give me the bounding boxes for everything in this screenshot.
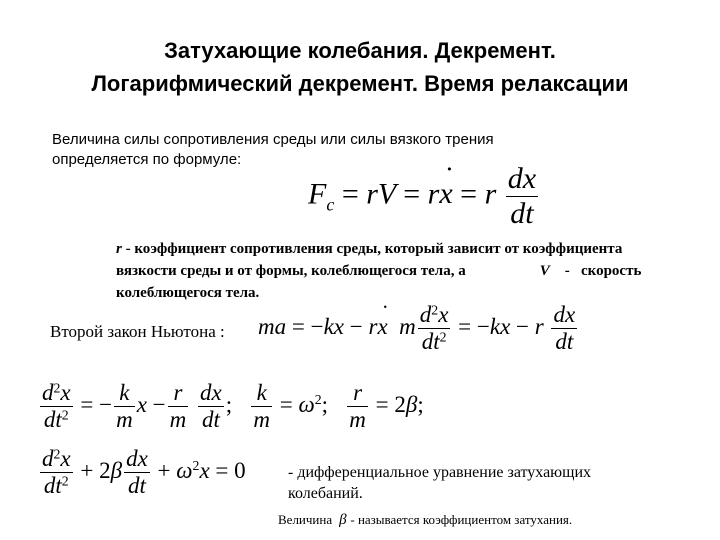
title-line-1: Затухающие колебания. Декремент.	[164, 38, 556, 63]
desc-line-2-tail: скорость	[580, 263, 642, 279]
desc-line-1: коэффициент сопротивления среды, который зависит от коэффициента	[134, 241, 623, 257]
intro-line-2: определяется по формуле:	[52, 151, 242, 168]
desc-line-2: вязкости среды и от формы, колеблющегося тела, а	[116, 263, 466, 279]
diffeq-desc-line-1: - дифференциальное уравнение затухающих	[288, 464, 592, 481]
coefficient-description: r - коэффициент сопротивления среды, который зависит от коэффициента вязкости среды и от формы, колеблющегося тела, а V - скорость колеблющегося тела.	[116, 238, 696, 304]
desc-line-3: колеблющегося тела.	[116, 285, 260, 301]
newton-equation: ma = −kx − rx ˙ m $\frac{d^2x}{dt^2}$ = −kx − r $\frac{dx}{dt}$	[258, 302, 579, 355]
slide-title	[0, 34, 720, 100]
damped-oscillation-equation: $\frac{d^2x}{dt^2}$ + 2β $\frac{dx}{dt}$ + $\omega^2x = 0$	[42, 446, 246, 498]
footer-text-post: называется коэффициентом затухания.	[357, 512, 573, 527]
footer-text-pre: Величина	[278, 512, 333, 527]
newton-law-label: Второй закон Ньютона :	[50, 322, 225, 341]
footer-note: Величина β - называется коэффициентом затухания.	[278, 512, 573, 528]
resistance-force-formula: $F_c$ = rV = rx ˙ = r $\frac{dx}{dt}$	[308, 162, 540, 231]
title-line-2: Логарифмический декремент. Время релаксации	[91, 71, 629, 96]
rearranged-equation: $\frac{d^2x}{dt^2}$ = − $\frac{k}{m}$ x − $\frac{r}{m}$ $\frac{dx}{dt}$ ; $\frac{k}{m}$ = $\omega^2$; $\frac{r}{m}$ = 2β;	[42, 380, 424, 432]
intro-line-1: Величина силы сопротивления среды или силы вязкого трения	[52, 131, 494, 148]
diffeq-desc-line-2: колебаний.	[288, 485, 363, 502]
differential-equation-description	[288, 462, 591, 504]
